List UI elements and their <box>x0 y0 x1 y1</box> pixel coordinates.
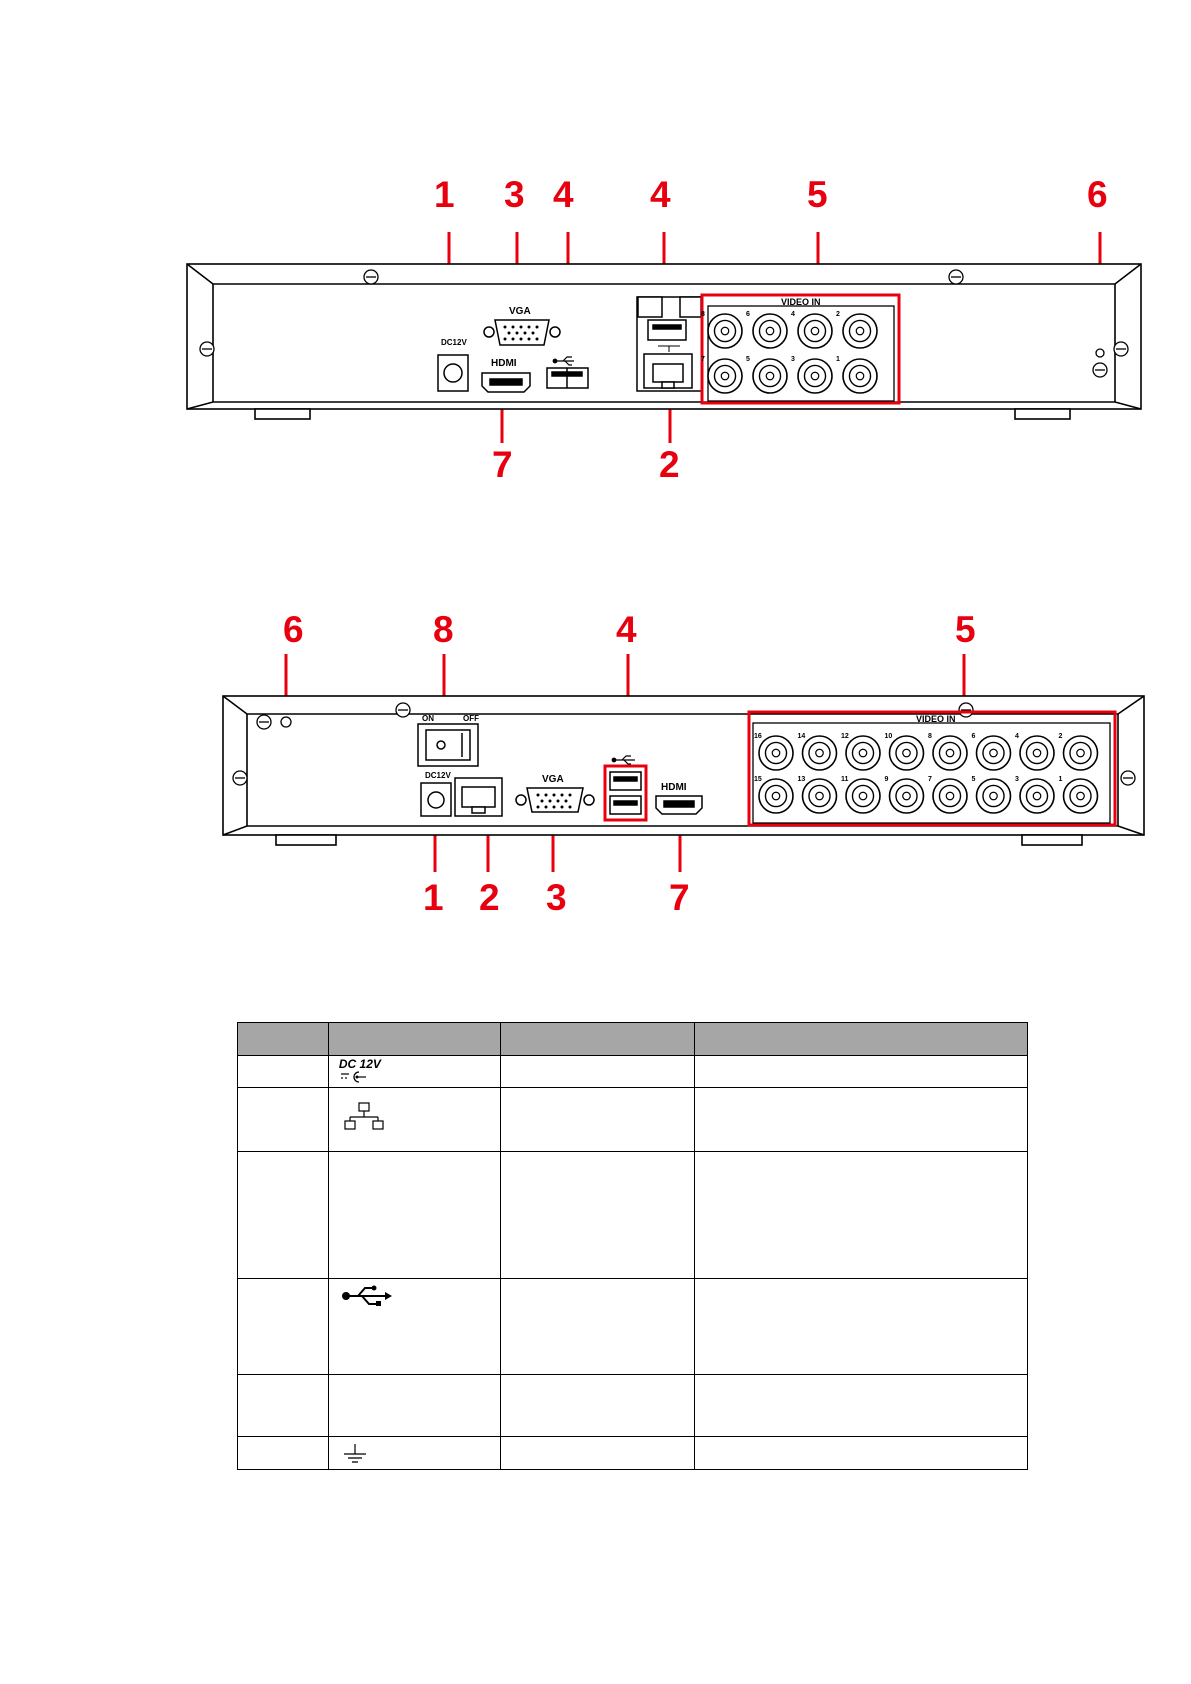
usb-icon <box>329 1279 500 1310</box>
callout-7: 7 <box>492 444 513 485</box>
bnc-channel-label: 8 <box>928 733 932 740</box>
off-label: OFF <box>463 714 479 723</box>
bnc-channel-label: 10 <box>884 733 893 740</box>
table-row <box>238 1437 1028 1470</box>
callout-4a: 4 <box>553 174 574 215</box>
bnc-channel-label: 2 <box>1058 733 1063 740</box>
bnc-channel-label: 11 <box>841 776 849 783</box>
callout-1: 1 <box>423 877 444 918</box>
bnc-channel-label: 9 <box>884 776 889 783</box>
table-row <box>238 1088 1028 1152</box>
callout-4b: 4 <box>650 174 671 215</box>
bnc-connector <box>977 736 1011 770</box>
bnc-channel-label: 7 <box>701 356 705 363</box>
bnc-channel-label: 6 <box>746 311 750 318</box>
table-header <box>238 1023 1028 1056</box>
table-header-cell <box>238 1023 329 1056</box>
bnc-channel-label: 2 <box>836 311 840 318</box>
network-icon <box>329 1088 500 1135</box>
bnc-channel-label: 4 <box>1015 733 1019 740</box>
vga-label: VGA <box>542 774 564 785</box>
callout-2: 2 <box>659 444 680 485</box>
bnc-channel-label: 1 <box>1058 776 1063 783</box>
bnc-channel-label: 14 <box>797 733 806 740</box>
bnc-connector <box>890 779 924 813</box>
bnc-channel-label: 7 <box>928 776 932 783</box>
callout-5: 5 <box>955 609 976 650</box>
callout-1: 1 <box>434 174 455 215</box>
bnc-channel-label: 4 <box>791 311 795 318</box>
bnc-connector <box>1020 736 1054 770</box>
bnc-connector <box>933 779 967 813</box>
bnc-channel-label: 16 <box>754 733 762 740</box>
bnc-connector <box>759 779 793 813</box>
table-row <box>238 1056 1028 1088</box>
video-in-label: VIDEO IN <box>781 297 821 307</box>
bnc-connector <box>846 736 880 770</box>
table-row <box>238 1279 1028 1375</box>
on-label: ON <box>422 714 434 723</box>
lan-port <box>455 778 502 816</box>
dc-power-port <box>421 783 451 816</box>
bnc-channel-label: 15 <box>754 776 762 783</box>
bnc-connector <box>933 736 967 770</box>
bnc-connector <box>1064 736 1098 770</box>
table-row <box>238 1152 1028 1279</box>
bnc-channel-label: 1 <box>836 356 840 363</box>
hdmi-label: HDMI <box>491 358 517 369</box>
bnc-connector <box>890 736 924 770</box>
bnc-connector <box>977 779 1011 813</box>
hdmi-label: HDMI <box>661 782 687 793</box>
hdmi-port <box>656 796 702 814</box>
connector-table <box>237 1022 1028 1470</box>
bnc-channel-label: 3 <box>1015 776 1019 783</box>
bnc-connector <box>1020 779 1054 813</box>
bnc-channel-label: 5 <box>746 356 750 363</box>
callout-3: 3 <box>504 174 525 215</box>
bnc-channel-label: 5 <box>971 776 976 783</box>
ground-icon <box>329 1437 500 1468</box>
table-row <box>238 1375 1028 1437</box>
table-header-cell <box>695 1023 1028 1056</box>
callout-5: 5 <box>807 174 828 215</box>
callout-6: 6 <box>283 609 304 650</box>
callout-6: 6 <box>1087 174 1108 215</box>
bnc-channel-label: 6 <box>971 733 976 740</box>
power-switch <box>418 724 478 766</box>
callout-7: 7 <box>669 877 690 918</box>
table-header-cell <box>328 1023 500 1056</box>
table-header-cell <box>500 1023 695 1056</box>
dc-12v-power-icon: DC 12V <box>329 1056 500 1087</box>
bnc-connector <box>803 779 837 813</box>
callout-4: 4 <box>616 609 637 650</box>
callout-8: 8 <box>433 609 454 650</box>
bnc-connector <box>803 736 837 770</box>
video-in-label: VIDEO IN <box>916 714 956 724</box>
bnc-channel-label: 8 <box>701 311 705 318</box>
dc-label: DC12V <box>441 338 467 347</box>
dc-label: DC12V <box>425 771 451 780</box>
bnc-channel-label: 12 <box>841 733 849 740</box>
vga-label: VGA <box>509 306 531 317</box>
bnc-channel-label: 3 <box>791 356 795 363</box>
bnc-channel-label: 13 <box>797 776 806 783</box>
callout-2: 2 <box>479 877 500 918</box>
bnc-connector <box>1064 779 1098 813</box>
bnc-connector <box>846 779 880 813</box>
bnc-connector <box>759 736 793 770</box>
callout-3: 3 <box>546 877 567 918</box>
